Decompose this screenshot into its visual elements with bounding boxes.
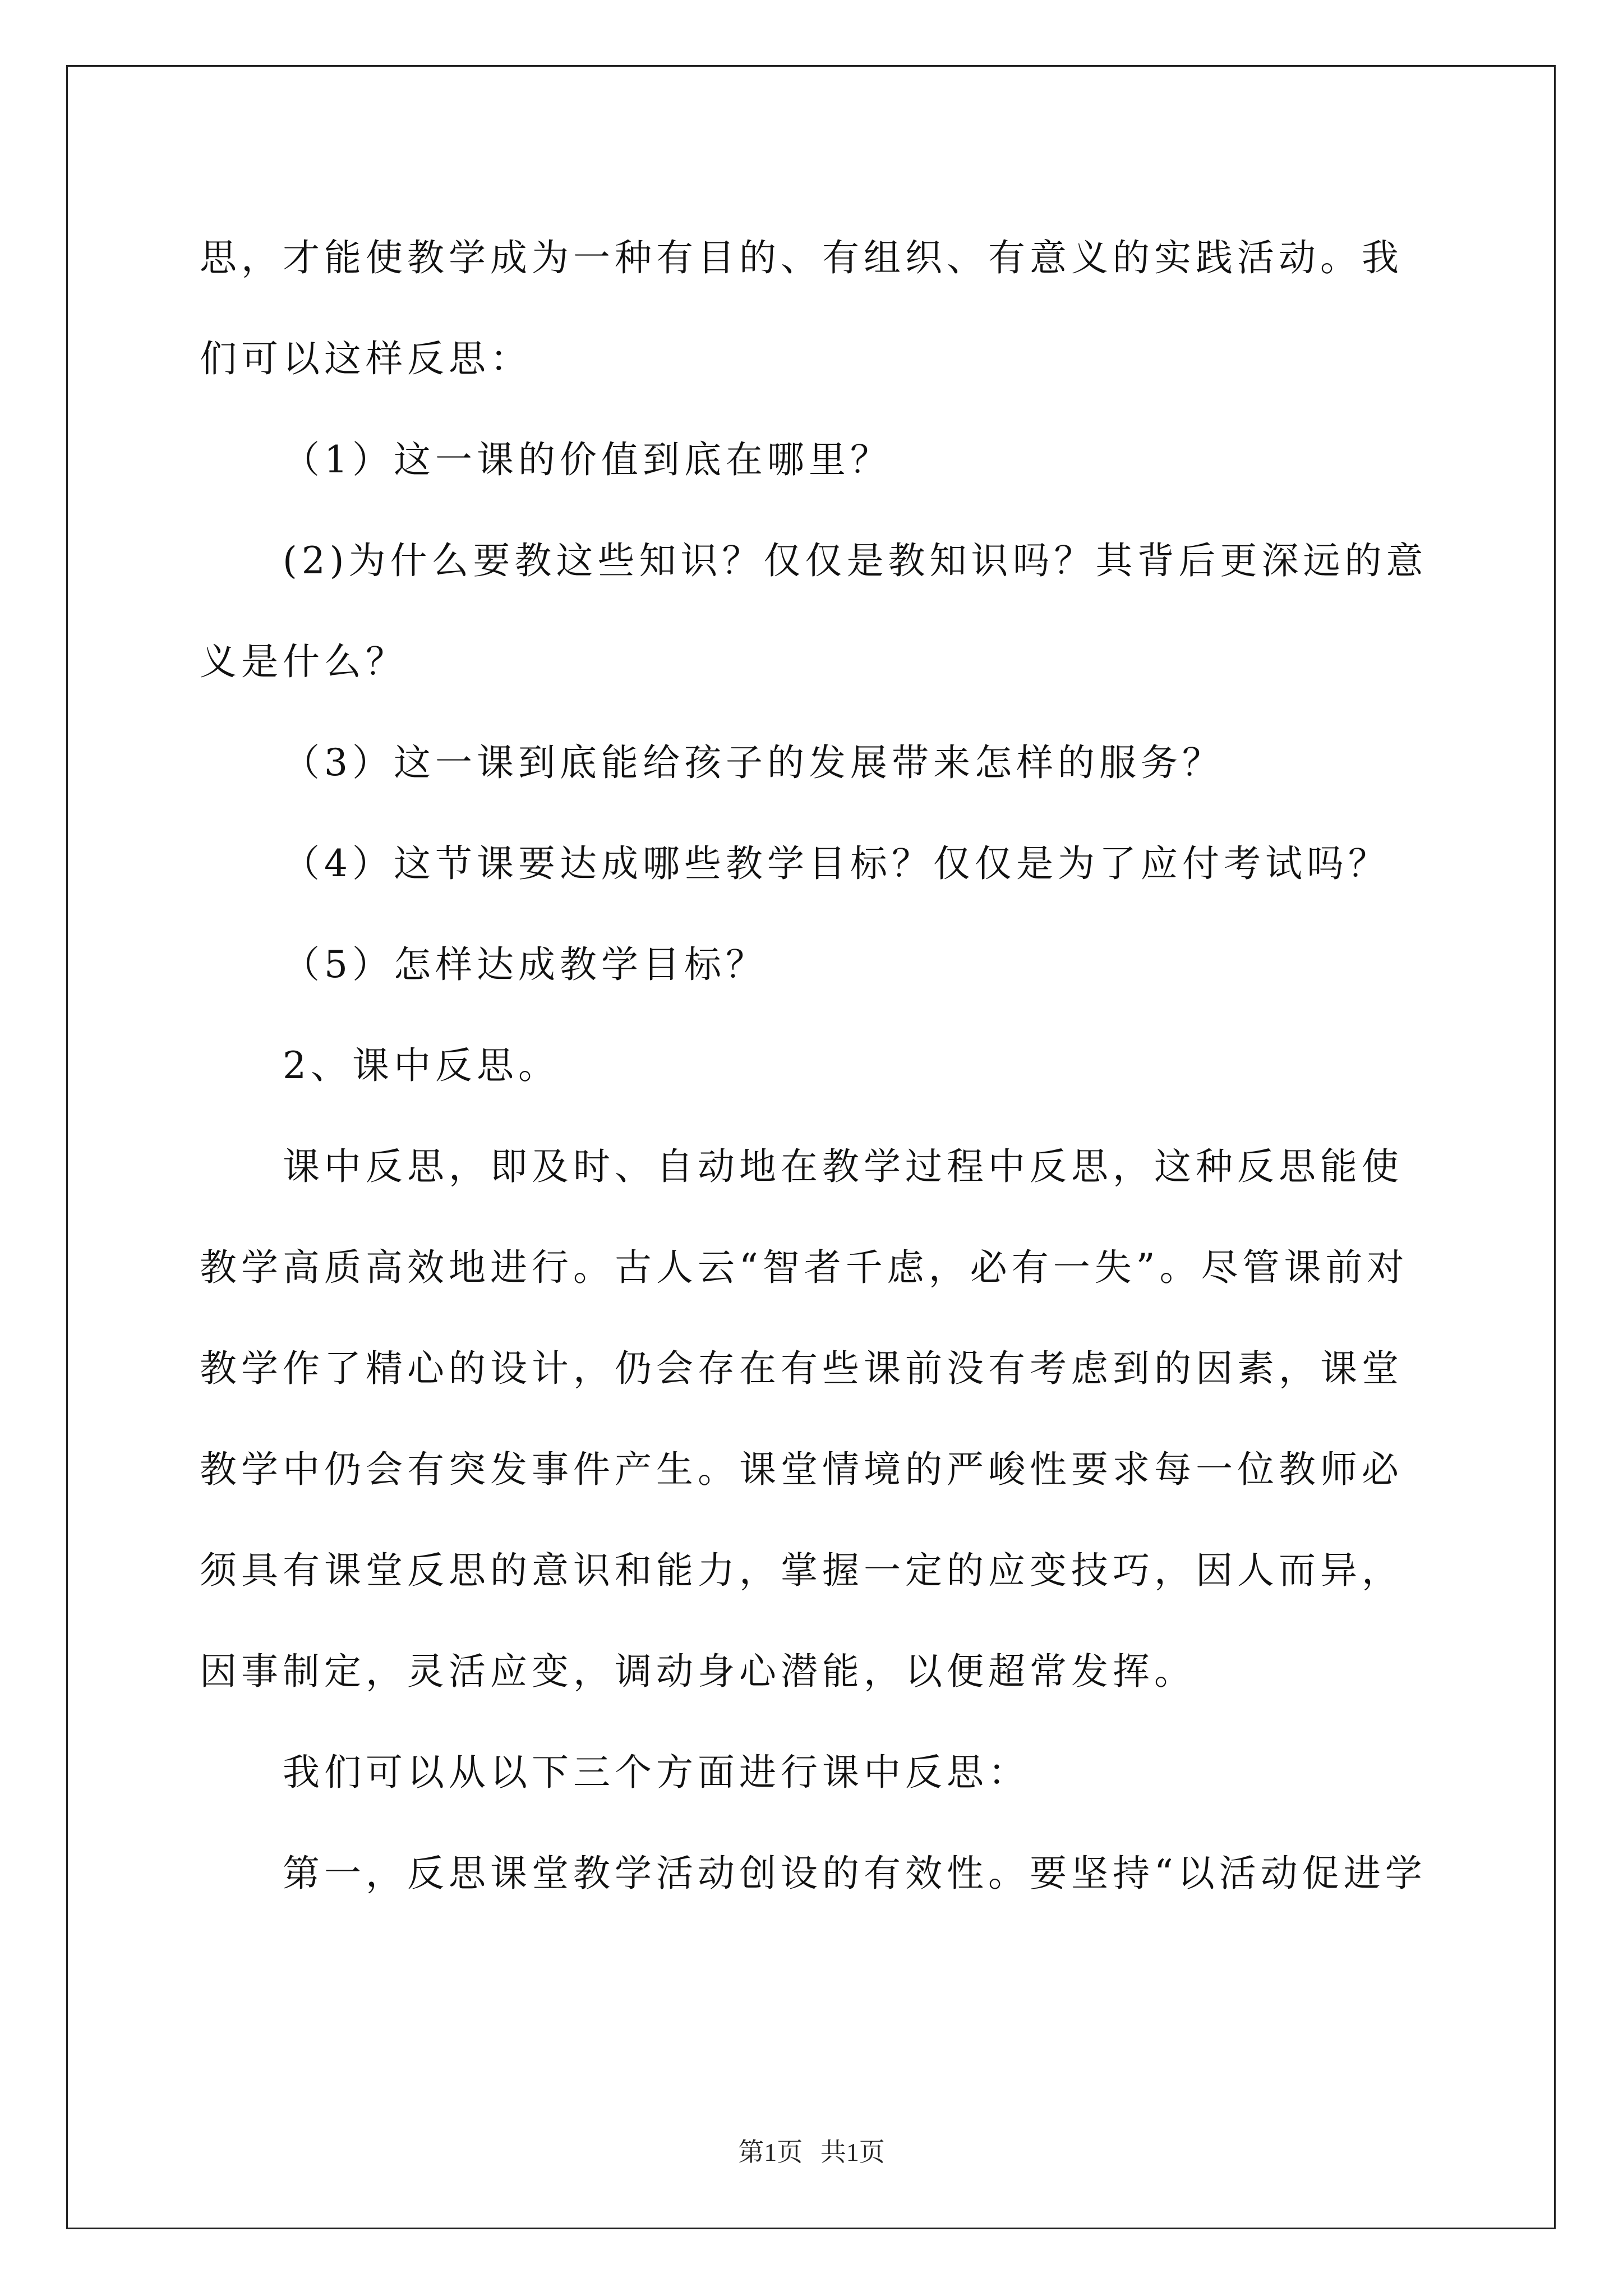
paragraph-1: 思，才能使教学成为一种有目的、有组织、有意义的实践活动。我们可以这样反思： [200,236,1403,380]
section-heading: 2、课中反思。 [283,1044,560,1087]
paragraph-5: （4）这节课要达成哪些教学目标？仅仅是为了应付考试吗？ [283,842,1390,885]
page-number: 第1页 [738,2138,803,2166]
paragraph-10: 第一，反思课堂教学活动创设的有效性。要坚持“以活动促进学 [283,1852,1427,1895]
page-footer [0,2132,1623,2169]
paragraph-3: (2)为什么要教这些知识？仅仅是教知识吗？其背后更深远的意义是什么？ [200,539,1428,683]
paragraph-8: 课中反思，即及时、自动地在教学过程中反思，这种反思能使教学高质高效地进行。古人云“智者千虑，必有一失”。尽管课前对教学作了精心的设计，仍会存在有些课前没有考虑到的因素，课堂教学中仍会有突发事件产生。课堂情境的严峻性要求每一位教师必须具有课堂反思的意识和能力，掌握一定的应变技巧，因人而异，因事制定，灵活应变，调动身心潜能，以便超常发挥。 [200,1145,1409,1693]
paragraph-4: （3）这一课到底能给孩子的发展带来怎样的服务？ [283,741,1224,784]
paragraph-2: （1）这一课的价值到底在哪里？ [283,438,892,481]
document-body [200,208,1428,1924]
page-total: 共1页 [820,2138,885,2166]
paragraph-6: （5）怎样达成教学目标？ [283,943,767,986]
paragraph-9: 我们可以从以下三个方面进行课中反思： [283,1751,1030,1794]
